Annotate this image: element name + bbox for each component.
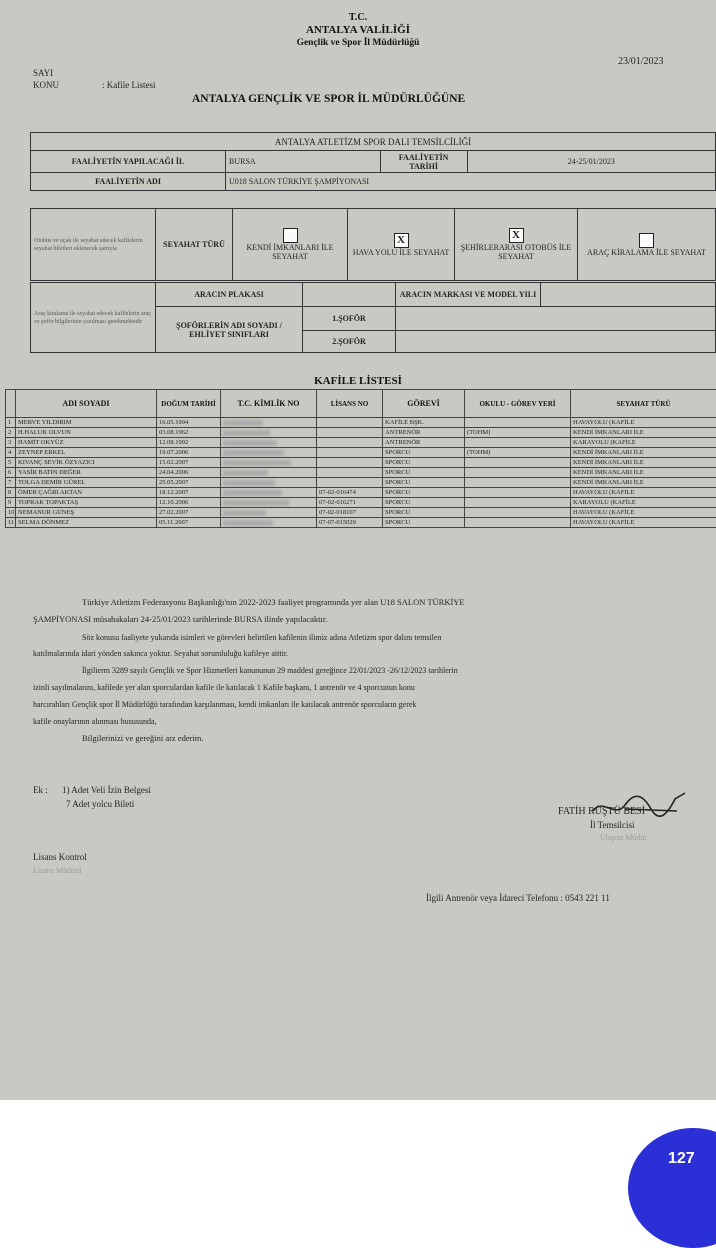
- checkbox-arac-kiralama[interactable]: [639, 233, 654, 248]
- sofor-label: ŞOFÖRLERİN ADI SOYADI / EHLİYET SINIFLARI: [156, 307, 303, 353]
- faaliyet-il: BURSA: [226, 151, 381, 173]
- table-row: [6, 458, 716, 468]
- row-lisans: [317, 468, 383, 478]
- option-kendi[interactable]: KENDİ İMKANLARI İLE SEYAHAT: [233, 209, 348, 281]
- table-row: [6, 498, 716, 508]
- row-lisans: [317, 448, 383, 458]
- paragraph-2-line-1: Söz konusu faaliyete yukarıda isimleri ve görevleri belirtilen kafilenin ilimiz adına Atletizm spor dalını temsilen: [82, 629, 441, 646]
- row-okul: [465, 418, 571, 428]
- sofor-1-label: 1.ŞOFÖR: [303, 307, 396, 331]
- lisans-kontrol-label: Lisans Kontrol: [33, 852, 87, 862]
- row-no: 3: [6, 438, 16, 448]
- row-dob: 18.12.2007: [157, 488, 221, 498]
- row-no: 1: [6, 418, 16, 428]
- table-row: [6, 468, 716, 478]
- header-okulu: OKULU - GÖREV YERİ: [465, 390, 571, 418]
- redacted-tc-number: [223, 490, 282, 496]
- row-okul: [465, 458, 571, 468]
- redacted-tc-number: [223, 420, 263, 426]
- header-seyahat-turu: SEYAHAT TÜRÜ: [571, 390, 716, 418]
- ek-item-1: 1) Adet Veli İzin Belgesi: [62, 785, 151, 795]
- row-tc: [221, 428, 317, 438]
- header-adi-soyadi: ADI SOYADI: [16, 390, 157, 418]
- row-lisans: 07-02-018107: [317, 508, 383, 518]
- row-name: TOLGA DEMİR GÜREL: [16, 478, 157, 488]
- row-okul: [465, 488, 571, 498]
- row-dob: 12.08.1992: [157, 438, 221, 448]
- row-name: SELMA DÖNMEZ: [16, 518, 157, 528]
- row-name: MERVE YILDIRIM: [16, 418, 157, 428]
- row-name: ÖMER ÇAĞRI AKTAN: [16, 488, 157, 498]
- checkbox-otobus[interactable]: X: [509, 228, 524, 243]
- row-lisans: [317, 418, 383, 428]
- paragraph-3-line-2: izinli sayılmalarını, kafilede yer alan sporculardan kafile ile katılacak 1 Kafile başkanı, 1 antrenör ve 4 sporcunun konu: [33, 679, 415, 696]
- row-gorev: KAFİLE BŞK.: [383, 418, 465, 428]
- ek-item-2: 7 Adet yolcu Bileti: [66, 799, 134, 809]
- kafile-table: [5, 389, 716, 528]
- faaliyet-tarih: 24-25/01/2023: [467, 151, 715, 173]
- row-lisans: [317, 458, 383, 468]
- signature-stamp: Ulaşım Müdür: [600, 833, 647, 842]
- row-no: 4: [6, 448, 16, 458]
- header-lisans-no: LİSANS NO: [317, 390, 383, 418]
- row-gorev: SPORCU: [383, 448, 465, 458]
- row-lisans: 07-02-016474: [317, 488, 383, 498]
- table-row: [6, 438, 716, 448]
- header-mudurluk: Gençlik ve Spor İl Müdürlüğü: [0, 38, 716, 48]
- plaka-value: [303, 283, 396, 307]
- row-lisans: [317, 428, 383, 438]
- checkbox-kendi[interactable]: [283, 228, 298, 243]
- paragraph-4: Bilgilerinizi ve gereğini arz ederim.: [82, 730, 204, 747]
- form-title: ANTALYA ATLETİZM SPOR DALI TEMSİLCİLİĞİ: [31, 133, 716, 151]
- document-date: 23/01/2023: [618, 56, 664, 67]
- redacted-tc-number: [223, 470, 268, 476]
- row-name: H.HALUK OLVUN: [16, 428, 157, 438]
- row-okul: [465, 518, 571, 528]
- faaliyet-adi-label: FAALİYETİN ADI: [31, 173, 226, 191]
- row-gorev: SPORCU: [383, 468, 465, 478]
- row-gorev: SPORCU: [383, 508, 465, 518]
- row-seyahat: KARAYOLU (KAFİLE: [571, 438, 716, 448]
- row-no: 5: [6, 458, 16, 468]
- row-dob: 27.02.2007: [157, 508, 221, 518]
- note-arac-kiralama: Araç kiralama ile seyahat edecek kafilelerin araç ve şoför bilgilerinin yazılması gerekmektedir: [31, 283, 156, 353]
- redacted-tc-number: [223, 480, 275, 486]
- row-no: 9: [6, 498, 16, 508]
- row-seyahat: HAVAYOLU (KAFİLE: [571, 488, 716, 498]
- redacted-tc-number: [223, 450, 284, 456]
- header-gorevi: GÖREVİ: [383, 390, 465, 418]
- row-seyahat: KENDİ İMKANLARI İLE: [571, 468, 716, 478]
- faaliyet-il-label: FAALİYETİN YAPILACAĞI İL: [31, 151, 226, 173]
- row-dob: 03.08.1962: [157, 428, 221, 438]
- row-okul: (TOHM): [465, 448, 571, 458]
- row-okul: [465, 508, 571, 518]
- row-no: 8: [6, 488, 16, 498]
- paragraph-3-line-4: kafile onaylarının alınması hususunda,: [33, 713, 157, 730]
- row-seyahat: HAVAYOLU (KAFİLE: [571, 418, 716, 428]
- row-gorev: SPORCU: [383, 458, 465, 468]
- table-row: [6, 518, 716, 528]
- row-okul: (TOHM): [465, 428, 571, 438]
- row-gorev: SPORCU: [383, 498, 465, 508]
- sayi-label: SAYI: [33, 68, 53, 78]
- table-row: [6, 428, 716, 438]
- travel-form: [30, 208, 716, 281]
- faaliyet-tarih-label: FAALİYETİN TARİHİ: [380, 151, 467, 173]
- sofor-2-value: [396, 331, 716, 353]
- signature-name: FATİH RÜŞTÜ BESİ: [558, 806, 645, 817]
- row-no: 11: [6, 518, 16, 528]
- row-name: KIVANÇ SEVİK ÖZYAZICI: [16, 458, 157, 468]
- header-valilik: ANTALYA VALİLİĞİ: [0, 24, 716, 36]
- row-okul: [465, 438, 571, 448]
- corner-badge[interactable]: [628, 1128, 716, 1248]
- option-otobus[interactable]: X ŞEHİRLERARASI OTOBÜS İLE SEYAHAT: [455, 209, 578, 281]
- signature-drawing: [585, 775, 695, 825]
- note-bus-plane: Otobüs ve uçak ile seyahat edecek kafilelerin seyahat biletleri eklenecek şartıyla: [31, 209, 156, 281]
- row-dob: 24.04.2006: [157, 468, 221, 478]
- redacted-tc-number: [223, 510, 266, 516]
- row-lisans: [317, 438, 383, 448]
- row-tc: [221, 448, 317, 458]
- ek-label: Ek :: [33, 785, 48, 795]
- row-lisans: 07-07-015029: [317, 518, 383, 528]
- row-seyahat: HAVAYOLU (KAFİLE: [571, 508, 716, 518]
- row-okul: [465, 498, 571, 508]
- seyahat-turu-label: SEYAHAT TÜRÜ: [156, 209, 233, 281]
- row-no: 6: [6, 468, 16, 478]
- row-tc: [221, 458, 317, 468]
- row-name: NEMANUR GÜNEŞ: [16, 508, 157, 518]
- row-lisans: [317, 478, 383, 488]
- row-dob: 19.07.2006: [157, 448, 221, 458]
- redacted-tc-number: [223, 440, 277, 446]
- header-no: [6, 390, 16, 418]
- signature-title: İl Temsilcisi: [590, 820, 634, 830]
- row-dob: 12.10.2006: [157, 498, 221, 508]
- table-row: [6, 448, 716, 458]
- row-name: YASİR BATIN DEĞER: [16, 468, 157, 478]
- row-dob: 15.02.2007: [157, 458, 221, 468]
- row-seyahat: KENDİ İMKANLARI İLE: [571, 448, 716, 458]
- marka-label: ARACIN MARKASI VE MODEL YILI: [396, 283, 541, 307]
- row-no: 2: [6, 428, 16, 438]
- row-tc: [221, 478, 317, 488]
- row-okul: [465, 478, 571, 488]
- plaka-label: ARACIN PLAKASI: [156, 283, 303, 307]
- paragraph-3-line-1: İlgilierm 3289 sayılı Gençlik ve Spor Hizmetleri kanununun 29 maddesi gereğince 22/01/2023 -26/12/2023 tarihlerin: [82, 662, 458, 679]
- table-row: [6, 488, 716, 498]
- paragraph-3-line-3: harcırahları Gençlik spor İl Müdürlüğü tarafından karşılanması, kendi imkanları ile katılacak antrenör sporcuların gerek: [33, 696, 416, 713]
- option-arac-kiralama[interactable]: ARAÇ KİRALAMA İLE SEYAHAT: [578, 209, 716, 281]
- row-tc: [221, 438, 317, 448]
- konu-value: : Kafile Listesi: [102, 80, 156, 90]
- row-tc: [221, 508, 317, 518]
- paragraph-2-line-2: katılmalarında idari yönden sakınca yoktur. Seyahat sorumluluğu kafileye aittir.: [33, 645, 288, 662]
- row-name: ZEYNEP ERKEL: [16, 448, 157, 458]
- row-no: 7: [6, 478, 16, 488]
- row-dob: 05.11.2007: [157, 518, 221, 528]
- redacted-tc-number: [223, 500, 289, 506]
- checkbox-hava-yolu[interactable]: X: [394, 233, 409, 248]
- row-gorev: SPORCU: [383, 518, 465, 528]
- activity-form: [30, 132, 716, 191]
- row-seyahat: KARAYOLU (KAFİLE: [571, 498, 716, 508]
- row-tc: [221, 488, 317, 498]
- row-tc: [221, 498, 317, 508]
- row-seyahat: HAVAYOLU (KAFİLE: [571, 518, 716, 528]
- option-hava-yolu[interactable]: X HAVA YOLU İLE SEYAHAT: [348, 209, 455, 281]
- row-gorev: SPORCU: [383, 488, 465, 498]
- header-tc-kimlik: T.C. KİMLİK NO: [221, 390, 317, 418]
- row-gorev: ANTRENÖR: [383, 428, 465, 438]
- row-no: 10: [6, 508, 16, 518]
- sofor-1-value: [396, 307, 716, 331]
- table-row: [6, 418, 716, 428]
- row-name: HAMİT OKYÜZ: [16, 438, 157, 448]
- vehicle-form: [30, 282, 716, 353]
- marka-value: [541, 283, 716, 307]
- lisans-kontrol-sub: Lisans Müdürü: [33, 866, 82, 875]
- row-okul: [465, 468, 571, 478]
- redacted-tc-number: [223, 520, 273, 526]
- addressee: ANTALYA GENÇLİK VE SPOR İL MÜDÜRLÜĞÜNE: [192, 93, 465, 105]
- header-dogum-tarihi: DOĞUM TARİHİ: [157, 390, 221, 418]
- redacted-tc-number: [223, 430, 270, 436]
- row-dob: 25.05.2007: [157, 478, 221, 488]
- faaliyet-adi: U018 SALON TÜRKİYE ŞAMPİYONASI: [226, 173, 716, 191]
- row-seyahat: KENDİ İMKANLARI İLE: [571, 428, 716, 438]
- konu-label: KONU: [33, 80, 59, 90]
- row-tc: [221, 468, 317, 478]
- row-gorev: ANTRENÖR: [383, 438, 465, 448]
- row-seyahat: KENDİ İMKANLARI İLE: [571, 478, 716, 488]
- row-dob: 16.05.1994: [157, 418, 221, 428]
- row-seyahat: KENDİ İMKANLARI İLE: [571, 458, 716, 468]
- sofor-2-label: 2.ŞOFÖR: [303, 331, 396, 353]
- header-tc: T.C.: [0, 12, 716, 23]
- redacted-tc-number: [223, 460, 291, 466]
- paragraph-1-line-2: ŞAMPİYONASI müsabakaları 24-25/01/2023 tarihlerinde BURSA ilinde yapılacaktır.: [33, 611, 327, 628]
- footer-phone: İlgili Antrenör veya İdareci Telefonu : 0543 221 11: [426, 893, 610, 903]
- paragraph-1-line-1: Türkiye Atletizm Federasyonu Başkanlığı'nın 2022-2023 faaliyet programında yer alan U18 SALON TÜRKİYE: [82, 594, 465, 611]
- corner-badge-text: 127: [668, 1150, 695, 1168]
- row-name: TOPRAK TOPAKTAŞ: [16, 498, 157, 508]
- row-lisans: 07-02-016271: [317, 498, 383, 508]
- table-row: [6, 478, 716, 488]
- row-tc: [221, 418, 317, 428]
- row-tc: [221, 518, 317, 528]
- table-row: [6, 508, 716, 518]
- row-gorev: SPORCU: [383, 478, 465, 488]
- kafile-title: KAFİLE LİSTESİ: [0, 375, 716, 387]
